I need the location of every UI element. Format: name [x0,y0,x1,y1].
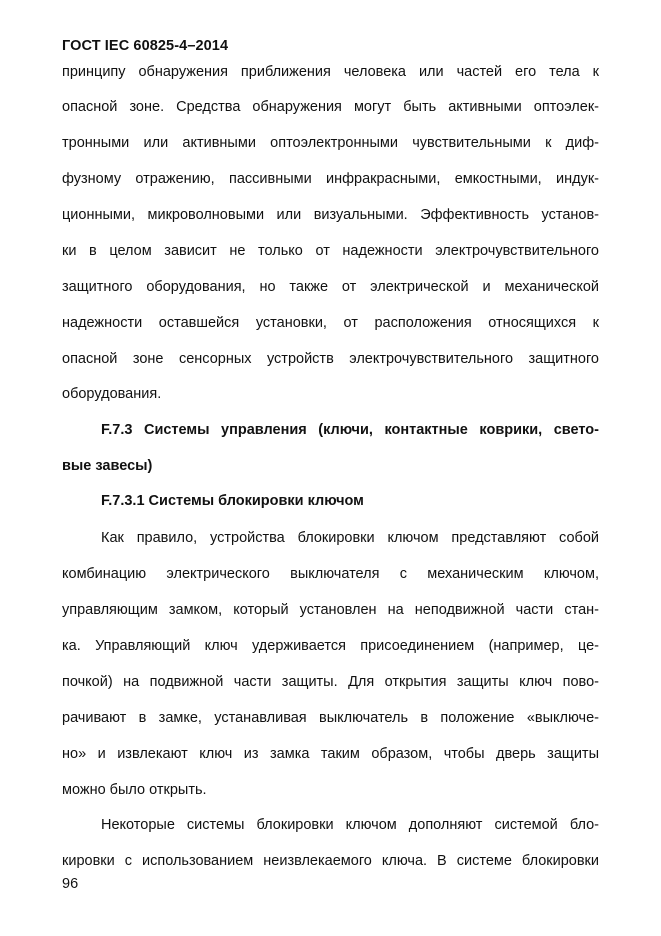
body-line: ка. Управляющий ключ удерживается присоединением (например, це- [62,638,599,654]
body-line: комбинацию электрического выключателя с механическим ключом, [62,566,599,582]
body-line: ционными, микроволновыми или визуальными. Эффективность установ- [62,207,599,223]
section-heading: F.7.3 Системы управления (ключи, контактные коврики, свето- [101,422,599,438]
body-line: управляющим замком, который установлен на неподвижной части стан- [62,602,599,618]
subsection-heading: F.7.3.1 Системы блокировки ключом [101,493,364,509]
body-line: можно было открыть. [62,782,207,798]
page-number: 96 [62,876,79,892]
body-line: надежности оставшейся установки, от расположения относящихся к [62,315,599,331]
body-line: ки в целом зависит не только от надежности электрочувствительного [62,243,599,259]
document-header: ГОСТ IEC 60825-4–2014 [62,38,229,54]
body-line: принципу обнаружения приближения человека или частей его тела к [62,64,599,80]
body-line: фузному отражению, пассивными инфракрасными, емкостными, индук- [62,171,599,187]
body-line: Некоторые системы блокировки ключом дополняют системой бло- [101,817,599,833]
body-line: но» и извлекают ключ из замка таким образом, чтобы дверь защиты [62,746,599,762]
body-line: тронными или активными оптоэлектронными чувствительными к диф- [62,135,599,151]
body-line: Как правило, устройства блокировки ключом представляют собой [101,530,599,546]
body-line: опасной зоне. Средства обнаружения могут быть активными оптоэлек- [62,99,599,115]
body-line: кировки с использованием неизвлекаемого ключа. В системе блокировки [62,853,599,869]
section-heading: вые завесы) [62,458,153,474]
body-line: опасной зоне сенсорных устройств электрочувствительного защитного [62,351,599,367]
body-line: защитного оборудования, но также от электрической и механической [62,279,599,295]
body-line: оборудования. [62,386,162,402]
body-line: почкой) на подвижной части защиты. Для открытия защиты ключ пово- [62,674,599,690]
body-line: рачивают в замке, устанавливая выключатель в положение «выключе- [62,710,599,726]
